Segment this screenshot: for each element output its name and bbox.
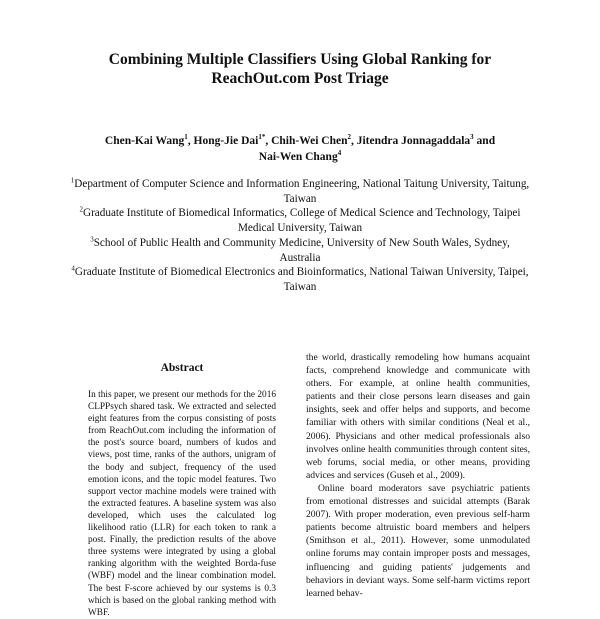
author: Chih-Wei Chen$^2$, xyxy=(271,133,357,147)
paper-title xyxy=(60,50,540,88)
author: Jitendra Jonnagaddala$^3$ and xyxy=(356,133,496,147)
body-column xyxy=(306,351,530,600)
abstract-heading: Abstract xyxy=(160,362,204,374)
abstract-text: In this paper, we present our methods for the 2016 CLPPsych shared task. We extracted and selected eight features from the corpus consisting of posts from ReachOut.com including the information of the post's source board, numbers of kudos and views, post time, ranks of the authors, unigram of the body and subject, frequency of the used emotion icons, and the topic model features. Two support vector machine models were trained with the extracted features. A baseline system was also developed, which uses the calculated log likelihood ratio (LLR) for each token to rank a post. Finally, the prediction results of the above three systems were integrated by using a global ranking algorithm with the weighted Borda-fuse (WBF) model and the linear combination model. The best F-score achieved by our systems is 0.3 which is based on the global ranking method with WBF. xyxy=(88,390,276,618)
body-paragraph: the world, drastically remodeling how humans acquaint facts, comprehend knowledge and communicate with others. For example, at online health communities, patients and their close persons learn diseases and gain insights, seek and offer helps and supports, and become familiar with others with similar conditions (Neal et al., 2006). Physicians and other medical professionals also involves online health communities through content sites, web forums, social media, or other means, providing advices and services (Guseh et al., 2009). xyxy=(306,352,530,481)
affiliation: $^1$Department of Computer Science and Information Engineering, National Taitung University, Taitung, Taiwan xyxy=(70,176,530,205)
body-paragraph: Online board moderators save psychiatric patients from emotional distresses and suicidal attempts (Barak 2007). With proper moderation, even previous self-harm patients become altruistic board members and helpers (Smithson et al., 2011). However, some unmodulated online forums may contain improper posts and messages, influencing and guiding patients' judgements and behaviors in deviant ways. Some self-harm victims report learned behav- xyxy=(306,482,530,599)
author: Chen-Kai Wang$^1$, xyxy=(104,133,194,147)
title-line: Combining Multiple Classifiers Using Global Ranking for xyxy=(108,51,492,68)
affiliation: $^2$Graduate Institute of Biomedical Informatics, College of Medical Science and Technology, Taipei Medical University, Taiwan xyxy=(79,205,521,235)
affiliation: $^3$School of Public Health and Community Medicine, University of New South Wales, Sydney, Australia xyxy=(90,235,510,264)
author-list xyxy=(60,133,540,165)
author: Hong-Jie Dai$^{1*}$, xyxy=(193,133,272,147)
author: Nai-Wen Chang$^4$ xyxy=(258,149,342,163)
title-line: ReachOut.com Post Triage xyxy=(211,70,389,87)
affiliation-list xyxy=(70,177,530,295)
affiliation: $^4$Graduate Institute of Biomedical Electronics and Bioinformatics, National Taiwan University, Taipei, Taiwan xyxy=(71,264,529,293)
